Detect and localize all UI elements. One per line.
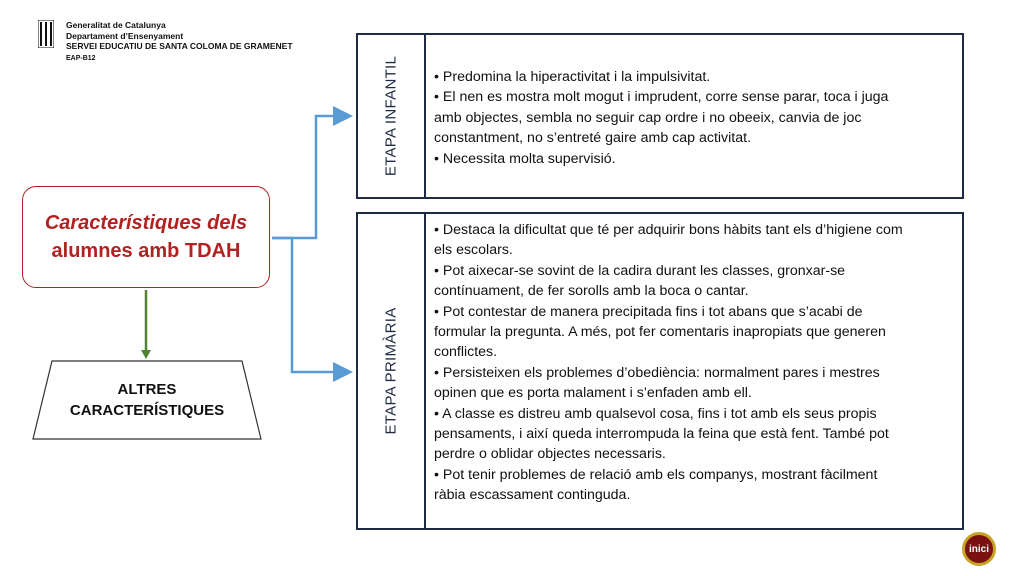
infantil-line: • El nen es mostra molt mogut i imprudent, corre sense parar, toca i juga bbox=[434, 89, 889, 106]
connector-to-infantil bbox=[272, 116, 348, 238]
infantil-line: constantment, no s’entreté gaire amb cap activitat. bbox=[434, 130, 752, 147]
label-column-primaria bbox=[358, 214, 426, 528]
header-line-1: Generalitat de Catalunya bbox=[66, 20, 166, 30]
primaria-line: opinen que es porta malament i s’enfaden amb ell. bbox=[434, 385, 752, 402]
infantil-line: • Necessita molta supervisió. bbox=[434, 150, 616, 167]
other-characteristics-line-2: CARACTERÍSTIQUES bbox=[69, 402, 225, 419]
label-column-infantil bbox=[358, 35, 426, 197]
primaria-line: els escolars. bbox=[434, 242, 513, 259]
other-characteristics-box[interactable] bbox=[32, 360, 262, 440]
infantil-line: amb objectes, sembla no seguir cap ordre i no obeeix, canvia de joc bbox=[434, 109, 862, 126]
etapa-primaria-label: ETAPA PRIMÀRIA bbox=[382, 307, 400, 435]
panel-etapa-infantil bbox=[356, 33, 964, 199]
home-button-label: inici bbox=[968, 543, 989, 555]
header-line-3: SERVEI EDUCATIU DE SANTA COLOMA DE GRAMENET bbox=[66, 41, 293, 51]
primaria-line: • A classe es distreu amb qualsevol cosa, fins i tot amb els seus propis bbox=[434, 405, 877, 422]
primaria-line: • Pot tenir problemes de relació amb els companys, mostrant fàcilment bbox=[434, 466, 878, 483]
infantil-line: • Predomina la hiperactivitat i la impulsivitat. bbox=[434, 69, 711, 85]
main-title-line-1: Característiques dels bbox=[44, 212, 248, 234]
connector-to-primaria bbox=[272, 238, 348, 372]
etapa-infantil-label: ETAPA INFANTIL bbox=[382, 55, 400, 177]
etapa-infantil-text bbox=[434, 67, 954, 169]
home-button[interactable] bbox=[962, 532, 996, 566]
primaria-line: • Destaca la dificultat que té per adquirir bons hàbits tant els d’higiene com bbox=[434, 222, 903, 238]
panel-etapa-primaria bbox=[356, 212, 964, 530]
main-title-box bbox=[22, 186, 270, 288]
primaria-line: conflictes. bbox=[434, 344, 498, 361]
main-title-line-2: alumnes amb TDAH bbox=[51, 240, 241, 262]
primaria-line: formular la pregunta. A més, pot fer comentaris inapropiats que generen bbox=[434, 324, 886, 341]
other-characteristics-line-1: ALTRES bbox=[117, 381, 177, 398]
primaria-line: perdre o oblidar objectes necessaris. bbox=[434, 446, 666, 463]
header-line-2: Departament d’Ensenyament bbox=[66, 30, 184, 41]
header-line-4: EAP-B12 bbox=[66, 54, 96, 62]
primaria-line: • Pot aixecar-se sovint de la cadira durant les classes, gronxar-se bbox=[434, 262, 846, 279]
primaria-line: • Pot contestar de manera precipitada fins i tot abans que s’acabi de bbox=[434, 303, 863, 320]
primaria-line: pensaments, i així queda interrompuda la feina que està fent. També pot bbox=[434, 426, 889, 443]
primaria-line: ràbia escassament continguda. bbox=[434, 487, 631, 504]
etapa-primaria-text bbox=[434, 220, 954, 506]
primaria-line: contínuament, de fer sorolls amb la boca o cantar. bbox=[434, 283, 749, 300]
primaria-line: • Persisteixen els problemes d’obediència: normalment pares i mestres bbox=[434, 364, 880, 381]
